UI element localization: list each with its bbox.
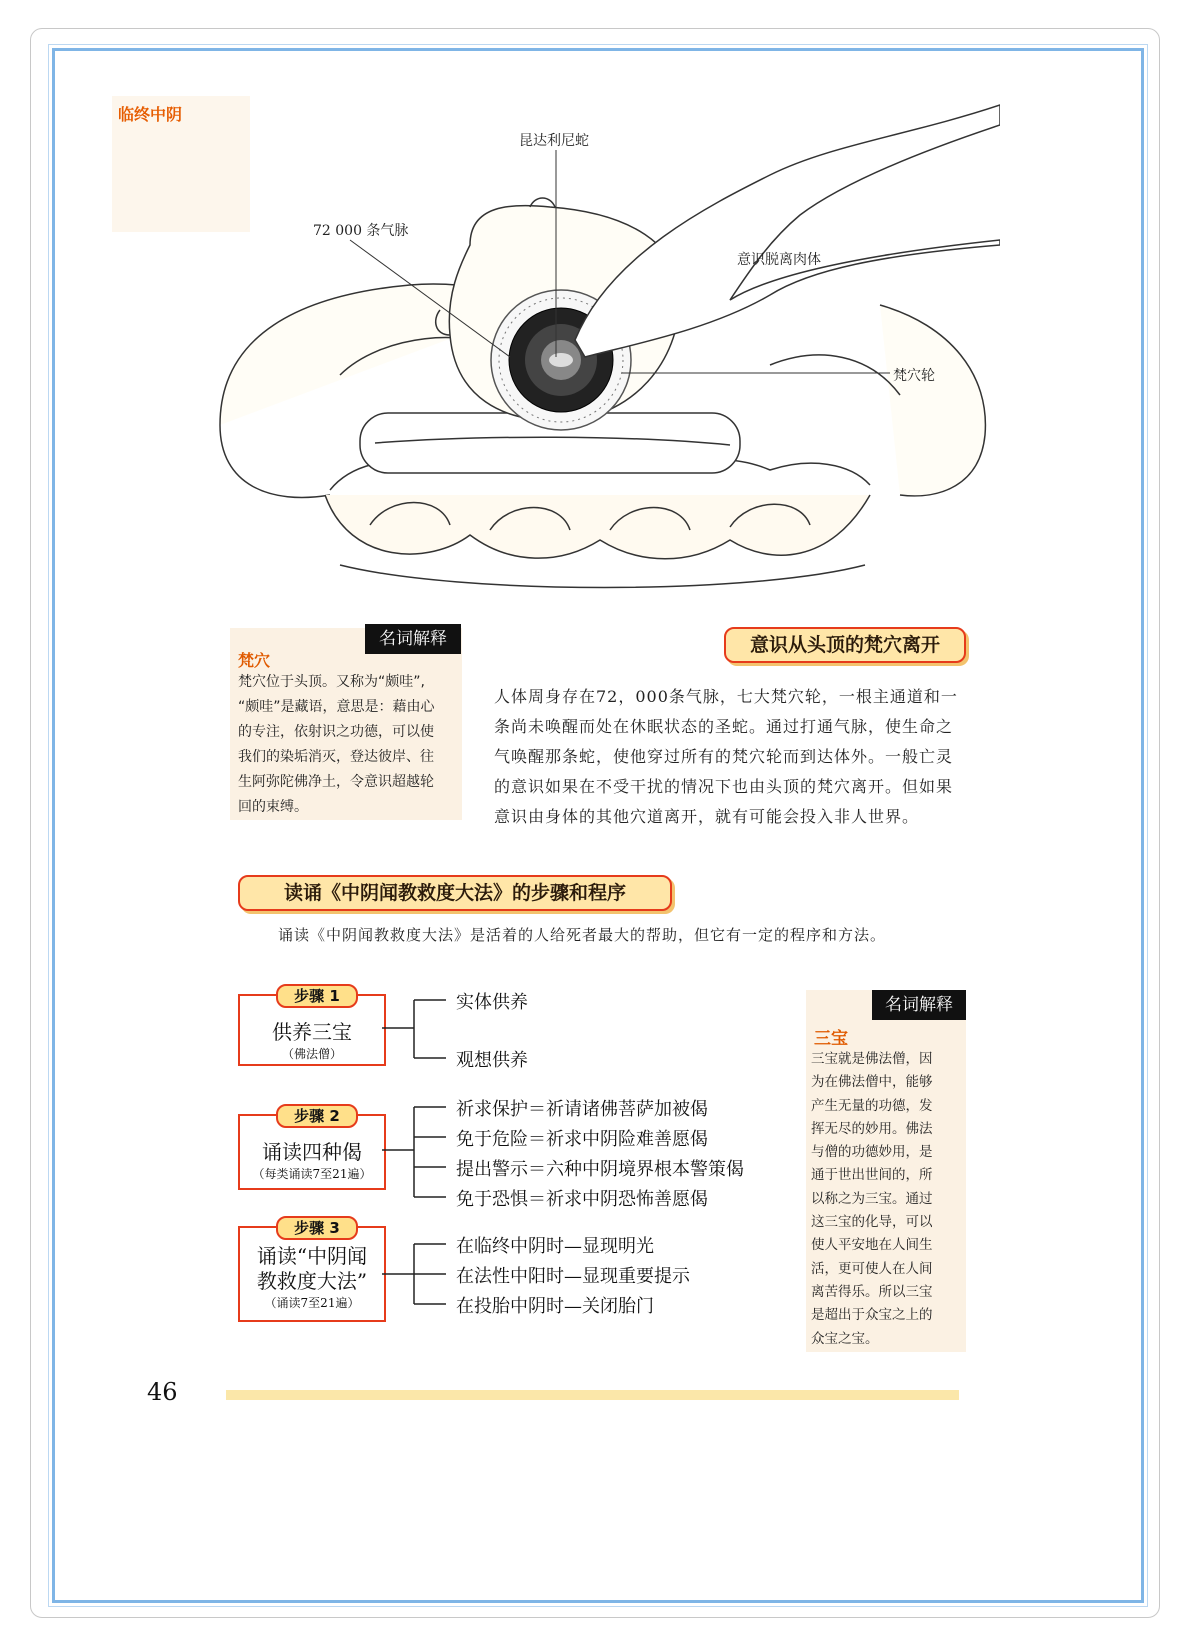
step-title: 诵读四种偈	[262, 1140, 362, 1164]
glossary-body	[811, 1048, 966, 1351]
branch-item: 免于危险＝祈求中阴险难善愿偈	[456, 1129, 708, 1150]
glossary-line: 与僧的功德妙用，是	[811, 1144, 933, 1161]
step-note: （佛法僧）	[281, 1047, 342, 1061]
label-channels: 72 000 条气脉	[313, 223, 409, 239]
glossary-line: 为在佛法僧中，能够	[811, 1074, 933, 1091]
glossary-box-three-jewels	[806, 990, 966, 1352]
section-heading-steps: 读诵《中阴闻教救度大法》的步骤和程序	[238, 875, 672, 911]
glossary-line: 是超出于众宝之上的	[811, 1307, 933, 1324]
branch-item: 免于恐惧＝祈求中阴恐怖善愿偈	[456, 1189, 708, 1210]
branch-item: 提出警示＝六种中阴境界根本警策偈	[456, 1159, 744, 1180]
step-title: 供养三宝	[272, 1020, 352, 1044]
branch-item: 祈求保护＝祈请诸佛菩萨加被偈	[456, 1099, 708, 1120]
glossary-line: 三宝就是佛法僧，因	[811, 1051, 933, 1067]
body-line: 气唤醒那条蛇，使他穿过所有的梵穴轮而到达体外。一般亡灵	[494, 747, 954, 766]
footer-bar	[226, 1390, 959, 1400]
section-body-brahma	[494, 682, 974, 832]
glossary-header: 名词解释	[365, 624, 461, 654]
step-tag-1: 步骤 1	[276, 984, 358, 1008]
branch-item: 观想供养	[456, 1050, 528, 1071]
step-tag-3: 步骤 3	[276, 1216, 358, 1240]
glossary-line: 我们的染垢消灭，登达彼岸、往	[238, 749, 434, 765]
step-title: 诵读“中阴闻	[256, 1244, 368, 1268]
glossary-body	[238, 670, 462, 820]
section-heading-brahma: 意识从头顶的梵穴离开	[724, 627, 966, 663]
step-note: （每类诵读7至21遍）	[252, 1167, 372, 1181]
step-note: （诵读7至21遍）	[264, 1296, 360, 1310]
glossary-line: 通于世出世间的，所	[811, 1167, 933, 1184]
branch-item: 在投胎中阴时—关闭胎门	[456, 1296, 654, 1317]
branch-item: 实体供养	[456, 992, 528, 1013]
step-title: 教救度大法”	[256, 1269, 368, 1293]
body-line: 的意识如果在不受干扰的情况下也由头顶的梵穴离开。但如果	[494, 777, 954, 796]
body-line: 条尚未唤醒而处在休眠状态的圣蛇。通过打通气脉，使生命之	[494, 717, 954, 736]
glossary-line: 以称之为三宝。通过	[811, 1190, 933, 1207]
glossary-line: 回的束缚。	[238, 799, 308, 815]
label-kundalini: 昆达利尼蛇	[519, 133, 589, 149]
glossary-box-brahma	[230, 628, 462, 820]
glossary-line: 梵穴位于头顶。又称为“颇哇”,	[238, 674, 425, 690]
chapter-tab-label: 临终中阴	[118, 105, 183, 124]
step-connectors	[382, 990, 462, 1330]
glossary-line: 这三宝的化导，可以	[811, 1214, 933, 1231]
branch-item: 在法性中阳时—显现重要提示	[456, 1266, 690, 1287]
section-intro-steps: 诵读《中阴闻教救度大法》是活着的人给死者最大的帮助，但它有一定的程序和方法。	[278, 926, 887, 944]
body-line: 人体周身存在72，000条气脉，七大梵穴轮，一根主通道和一	[494, 687, 958, 706]
glossary-line: 离苦得乐。所以三宝	[811, 1283, 933, 1300]
step-box-3	[238, 1226, 386, 1322]
meditation-illustration	[210, 95, 1000, 600]
body-line: 意识由身体的其他穴道离开，就有可能会投入非人世界。	[494, 807, 920, 826]
glossary-line: 产生无量的功德，发	[811, 1097, 933, 1114]
branch-item: 在临终中阴时—显现明光	[456, 1236, 654, 1257]
glossary-line: 活，更可使人在人间	[811, 1260, 933, 1277]
glossary-line: 的专注，依射识之功德，可以使	[238, 724, 434, 740]
glossary-term: 梵穴	[238, 651, 271, 670]
glossary-line: 生阿弥陀佛净土，令意识超越轮	[238, 774, 434, 790]
page-number: 46	[147, 1378, 178, 1406]
label-consciousness: 意识脱离肉体	[737, 252, 821, 268]
label-brahma-chakra: 梵穴轮	[893, 368, 935, 384]
step-tag-2: 步骤 2	[276, 1104, 358, 1128]
glossary-line: 挥无尽的妙用。佛法	[811, 1120, 933, 1137]
glossary-header: 名词解释	[872, 990, 966, 1020]
glossary-line: “颇哇”是藏语，意思是：藉由心	[238, 699, 435, 715]
glossary-term: 三宝	[814, 1029, 848, 1049]
glossary-line: 使人平安地在人间生	[811, 1237, 933, 1254]
glossary-line: 众宝之宝。	[811, 1330, 879, 1347]
